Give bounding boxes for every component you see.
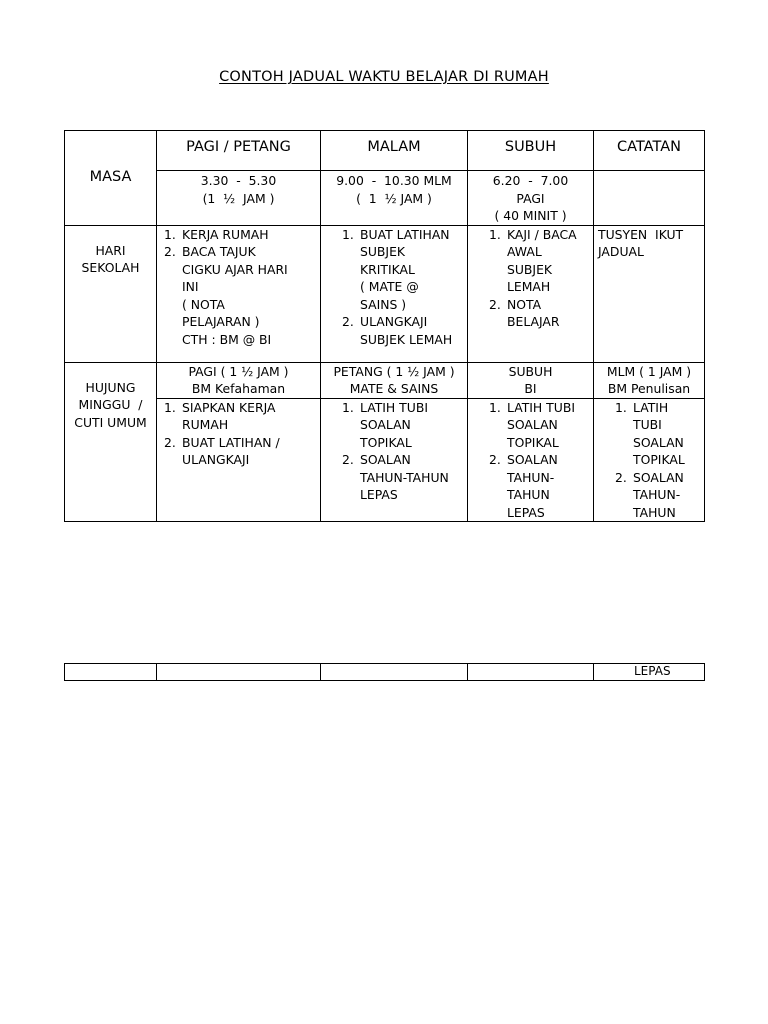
list-line: KRITIKAL bbox=[360, 261, 415, 277]
header-masa bbox=[65, 131, 157, 226]
list-line: SOALAN bbox=[633, 434, 684, 450]
list-line: TAHUN bbox=[633, 504, 676, 520]
header-subuh bbox=[468, 131, 594, 171]
row-label-hujung-minggu bbox=[65, 362, 157, 522]
sub-head-line: MLM ( 1 JAM ) bbox=[606, 363, 692, 379]
list-num: 1. bbox=[164, 399, 176, 415]
list-line: SOALAN bbox=[507, 452, 558, 467]
list-item bbox=[339, 399, 467, 452]
hujung-minggu-catatan bbox=[594, 398, 705, 522]
header-malam-label: MALAM bbox=[367, 139, 421, 155]
time-line: 3.30 - 5.30 bbox=[200, 173, 277, 188]
list-line: TOPIKAL bbox=[360, 434, 412, 450]
hari-sekolah-subuh bbox=[468, 225, 594, 362]
row-label-line: HUJUNG bbox=[85, 379, 136, 395]
time-subuh bbox=[468, 171, 594, 226]
time-line: ( 40 MINIT ) bbox=[494, 208, 567, 223]
header-catatan bbox=[594, 131, 705, 171]
time-line: (1 ½ JAM ) bbox=[202, 190, 275, 206]
list-num: 1. bbox=[489, 226, 501, 242]
list-line: SOALAN bbox=[360, 417, 411, 432]
list-line: RUMAH bbox=[182, 417, 229, 432]
time-malam bbox=[321, 171, 468, 226]
list-num: 2. bbox=[164, 244, 176, 259]
time-catatan bbox=[594, 171, 705, 226]
list-line: SUBJEK bbox=[360, 244, 406, 259]
time-line: 6.20 - 7.00 bbox=[492, 173, 569, 188]
list-line: LEMAH bbox=[507, 279, 551, 294]
list-item bbox=[612, 469, 704, 522]
row-label-hari-sekolah bbox=[65, 225, 157, 362]
hujung-minggu-pagi-petang bbox=[157, 398, 321, 522]
sub-head-line: BM Kefahaman bbox=[191, 381, 286, 396]
list-line: PELAJARAN ) bbox=[182, 314, 260, 329]
list-item bbox=[486, 296, 593, 331]
list-line: KERJA RUMAH bbox=[182, 226, 269, 242]
header-masa-label: MASA bbox=[89, 169, 132, 185]
list-num: 1. bbox=[615, 399, 627, 415]
list-num: 1. bbox=[489, 399, 501, 415]
list-line: ( MATE @ bbox=[360, 279, 419, 294]
list-line: TAHUN bbox=[507, 487, 550, 502]
hujung-minggu-catatan-head bbox=[594, 362, 705, 398]
list-line: SAINS ) bbox=[360, 296, 407, 312]
list-num: 2. bbox=[489, 452, 501, 467]
list-line: AWAL bbox=[507, 244, 542, 259]
sub-head-line: PAGI ( 1 ½ JAM ) bbox=[188, 363, 289, 379]
list-item bbox=[486, 226, 593, 296]
sub-head-line: SUBUH bbox=[508, 363, 553, 379]
time-line: PAGI bbox=[516, 190, 545, 206]
header-subuh-label: SUBUH bbox=[504, 139, 557, 155]
continuation-cell bbox=[65, 664, 157, 681]
list-line: BUAT LATIHAN bbox=[360, 226, 450, 242]
list-line: BUAT LATIHAN / bbox=[182, 434, 280, 450]
row-label-line: CUTI UMUM bbox=[74, 414, 147, 430]
list-item bbox=[612, 399, 704, 469]
list-line: ULANGKAJI bbox=[182, 452, 250, 467]
list-line: SIAPKAN KERJA bbox=[182, 399, 276, 415]
time-line: 9.00 - 10.30 MLM bbox=[336, 173, 452, 188]
header-pagi-petang-label: PAGI / PETANG bbox=[186, 139, 291, 155]
list-line: SOALAN bbox=[360, 452, 411, 467]
list-line: SUBJEK LEMAH bbox=[360, 331, 453, 347]
list-num: 1. bbox=[342, 226, 354, 242]
list-item bbox=[161, 434, 320, 469]
list-item bbox=[161, 226, 320, 244]
list-line: TUBI bbox=[633, 417, 662, 432]
list-item bbox=[486, 399, 593, 452]
catatan-line: TUSYEN IKUT bbox=[598, 226, 684, 242]
list-item bbox=[339, 226, 467, 314]
hari-sekolah-pagi-petang bbox=[157, 225, 321, 362]
sub-head-line: MATE & SAINS bbox=[349, 381, 439, 396]
hujung-minggu-pagi-head bbox=[157, 362, 321, 398]
hujung-minggu-subuh bbox=[468, 398, 594, 522]
list-line: CTH : BM @ BI bbox=[182, 331, 272, 347]
list-line: LATIH TUBI bbox=[360, 399, 428, 415]
list-line: TOPIKAL bbox=[633, 452, 685, 467]
list-num: 1. bbox=[164, 226, 176, 242]
list-line: LEPAS bbox=[360, 487, 398, 502]
sub-head-line: BI bbox=[524, 381, 537, 396]
list-line: SOALAN bbox=[633, 469, 684, 485]
list-num: 2. bbox=[342, 452, 354, 467]
header-malam bbox=[321, 131, 468, 171]
list-item bbox=[339, 451, 467, 504]
list-num: 2. bbox=[342, 314, 354, 329]
hujung-minggu-subuh-head bbox=[468, 362, 594, 398]
list-line: ( NOTA bbox=[182, 296, 225, 312]
list-num: 2. bbox=[615, 469, 627, 485]
list-item bbox=[339, 313, 467, 348]
hujung-minggu-malam-head bbox=[321, 362, 468, 398]
header-catatan-label: CATATAN bbox=[617, 139, 681, 155]
continuation-cell bbox=[157, 664, 321, 681]
list-line: LATIH TUBI bbox=[507, 399, 575, 415]
list-line: SUBJEK bbox=[507, 261, 553, 277]
sub-head-line: PETANG ( 1 ½ JAM ) bbox=[333, 363, 455, 379]
catatan-line: JADUAL bbox=[598, 244, 644, 259]
list-line: NOTA bbox=[507, 296, 542, 312]
list-line: LATIH bbox=[633, 399, 669, 415]
timetable bbox=[64, 130, 705, 522]
document-title: CONTOH JADUAL WAKTU BELAJAR DI RUMAH bbox=[219, 69, 549, 85]
time-line: ( 1 ½ JAM ) bbox=[356, 190, 432, 206]
list-line: CIGKU AJAR HARI bbox=[182, 261, 288, 277]
list-line: TAHUN- bbox=[633, 487, 681, 502]
row-label-line: MINGGU / bbox=[78, 397, 143, 412]
list-line: INI bbox=[182, 279, 199, 294]
list-line: KAJI / BACA bbox=[507, 226, 577, 242]
timetable-continuation bbox=[64, 663, 705, 681]
list-item bbox=[486, 451, 593, 521]
continuation-cell bbox=[321, 664, 468, 681]
row-label-line: SEKOLAH bbox=[81, 260, 140, 275]
list-line: SOALAN bbox=[507, 417, 558, 432]
time-pagi-petang bbox=[157, 171, 321, 226]
list-line: TAHUN- bbox=[507, 469, 555, 485]
list-item bbox=[161, 399, 320, 434]
hujung-minggu-malam bbox=[321, 398, 468, 522]
hari-sekolah-malam bbox=[321, 225, 468, 362]
list-item bbox=[161, 243, 320, 348]
continuation-cell bbox=[468, 664, 594, 681]
list-num: 2. bbox=[164, 434, 176, 450]
continuation-catatan-text: LEPAS bbox=[634, 664, 671, 678]
list-num: 1. bbox=[342, 399, 354, 415]
list-line: BELAJAR bbox=[507, 314, 560, 329]
sub-head-line: BM Penulisan bbox=[607, 381, 691, 396]
header-pagi-petang bbox=[157, 131, 321, 171]
list-line: TOPIKAL bbox=[507, 434, 559, 450]
list-line: ULANGKAJI bbox=[360, 314, 428, 329]
list-line: LEPAS bbox=[507, 504, 545, 520]
continuation-catatan bbox=[594, 664, 705, 681]
hari-sekolah-catatan bbox=[594, 225, 705, 362]
row-label-line: HARI bbox=[95, 242, 126, 258]
list-line: BACA TAJUK bbox=[182, 244, 256, 259]
list-num: 2. bbox=[489, 296, 501, 312]
list-line: TAHUN-TAHUN bbox=[360, 469, 449, 485]
